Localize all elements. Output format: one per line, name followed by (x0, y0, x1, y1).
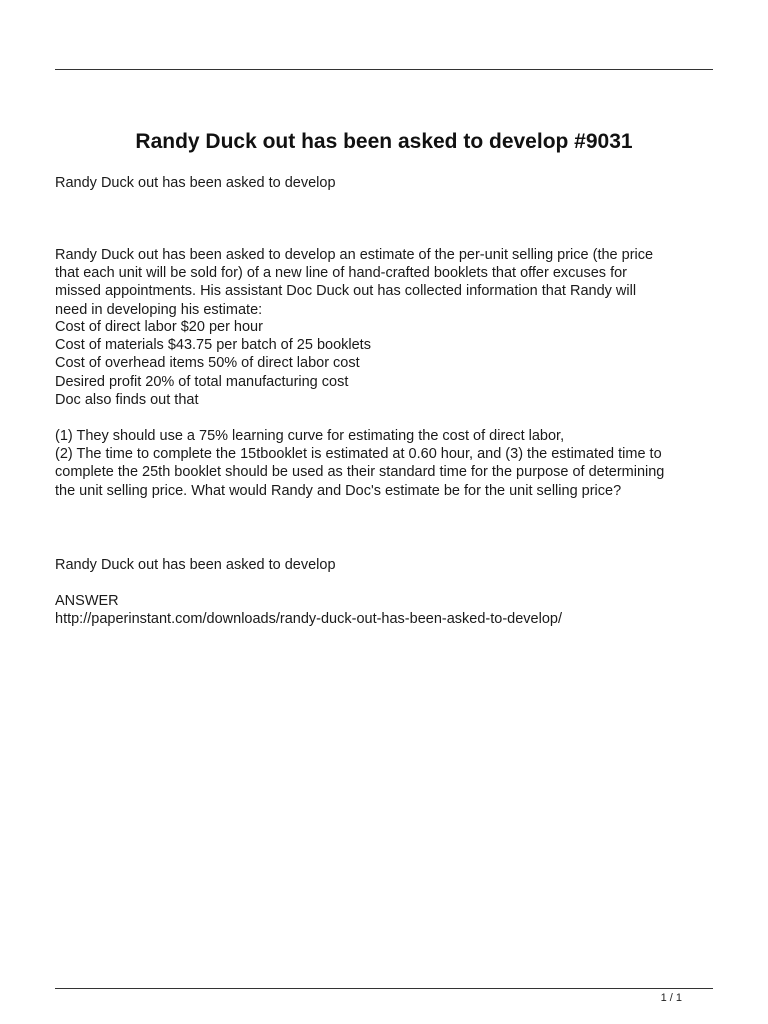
answer-label: ANSWER (55, 593, 119, 609)
answer-link[interactable]: http://paperinstant.com/downloads/randy-duck-out-has-been-asked-to-develop/ (55, 611, 562, 628)
intro-line: missed appointments. His assistant Doc Duck out has collected information that Randy will (55, 283, 637, 300)
cost-item: Cost of overhead items 50% of direct labor cost (55, 355, 360, 372)
repeat-subtitle: Randy Duck out has been asked to develop (55, 557, 336, 573)
bottom-divider (55, 988, 713, 989)
page-title: Randy Duck out has been asked to develop #9031 (135, 130, 633, 153)
intro-line: Randy Duck out has been asked to develop an estimate of the per-unit selling price (the price (55, 247, 654, 263)
subtitle: Randy Duck out has been asked to develop (55, 175, 336, 191)
cost-item: Cost of direct labor $20 per hour (55, 319, 263, 335)
page-indicator: 1 / 1 (660, 992, 682, 1004)
note-line: (2) The time to complete the 15tbooklet is estimated at 0.60 hour, and (3) the estimated time to (55, 446, 662, 463)
cost-item: Doc also finds out that (55, 391, 199, 408)
top-divider (55, 69, 713, 70)
cost-list (55, 318, 715, 409)
answer-section (55, 592, 715, 628)
notes-paragraph (55, 427, 715, 500)
note-line: the unit selling price. What would Randy and Doc's estimate be for the unit selling price? (55, 482, 622, 499)
intro-line: that each unit will be sold for) of a new line of hand-crafted booklets that offer excuses for (55, 265, 627, 282)
cost-item: Cost of materials $43.75 per batch of 25 booklets (55, 337, 371, 354)
note-line: (1) They should use a 75% learning curve for estimating the cost of direct labor, (55, 428, 565, 444)
intro-paragraph (55, 246, 715, 319)
intro-line: need in developing his estimate: (55, 301, 263, 318)
note-line: complete the 25th booklet should be used as their standard time for the purpose of determining (55, 464, 665, 481)
cost-item: Desired profit 20% of total manufacturing cost (55, 373, 349, 390)
